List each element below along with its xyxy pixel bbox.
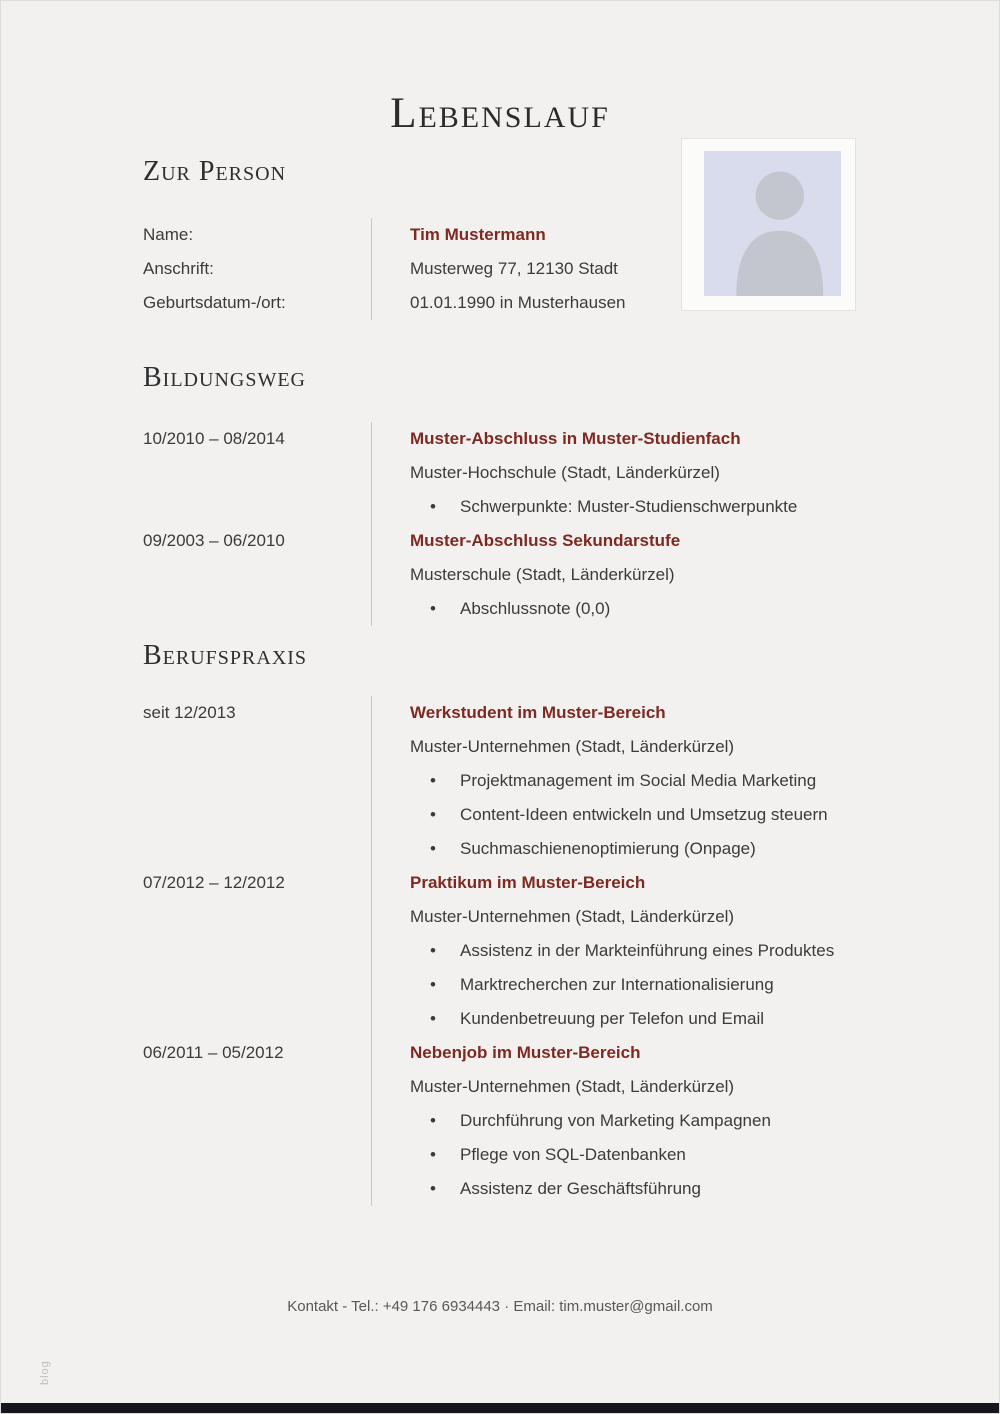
entry-bullet [410,798,869,832]
section-education [143,360,869,626]
person-silhouette-icon [704,151,841,296]
person-label-birth: Geburtsdatum-/ort: [143,293,286,313]
entry-content [371,1036,869,1206]
entry-title: Werkstudent im Muster-Bereich [410,703,666,723]
entry-bullet [410,490,869,524]
bullet-dot-icon: • [430,839,436,859]
person-value-birth: 01.01.1990 in Musterhausen [371,286,869,320]
entry-bullet [410,592,869,626]
person-value-address: Musterweg 77, 12130 Stadt [371,252,869,286]
entry-bullet-text: Kundenbetreuung per Telefon und Email [460,1009,765,1029]
experience-heading: Berufspraxis [143,640,308,672]
bullet-dot-icon: • [430,1111,436,1131]
bullet-dot-icon: • [430,941,436,961]
entry-bullet [410,1002,869,1036]
profile-photo-frame [681,138,856,311]
entry-title: Muster-Abschluss Sekundarstufe [410,531,681,551]
entry-bullet [410,1172,869,1206]
entry-subtitle: Muster-Hochschule (Stadt, Länderkürzel) [410,463,720,483]
entry-date: seit 12/2013 [143,703,236,723]
entry-subtitle: Muster-Unternehmen (Stadt, Länderkürzel) [410,737,735,757]
entry-bullet [410,934,869,968]
entry-bullet-text: Pflege von SQL-Datenbanken [460,1145,686,1165]
entry-content [371,422,869,524]
bullet-dot-icon: • [430,1179,436,1199]
document-title: Lebenslauf [390,90,610,137]
entry-subtitle: Muster-Unternehmen (Stadt, Länderkürzel) [410,1077,735,1097]
section-experience [143,638,869,1206]
entry-bullet-text: Durchführung von Marketing Kampagnen [460,1111,771,1131]
entry-content [371,696,869,866]
entry-date: 09/2003 – 06/2010 [143,531,285,551]
entry-bullet [410,764,869,798]
entry-date: 07/2012 – 12/2012 [143,873,285,893]
entry-bullet [410,1104,869,1138]
person-heading: Zur Person [143,156,287,188]
contact-footer: Kontakt - Tel.: +49 176 6934443 · Email: tim.muster@gmail.com [287,1298,713,1315]
entry-subtitle: Musterschule (Stadt, Länderkürzel) [410,565,675,585]
entry-subtitle: Muster-Unternehmen (Stadt, Länderkürzel) [410,907,735,927]
entry-date: 10/2010 – 08/2014 [143,429,285,449]
entry-content [371,866,869,1036]
entry-bullet [410,832,869,866]
bullet-dot-icon: • [430,975,436,995]
entry-bullet-text: Assistenz der Geschäftsführung [460,1179,701,1199]
person-value-name: Tim Mustermann [371,218,869,252]
entry-bullet-text: Schwerpunkte: Muster-Studienschwerpunkte [460,497,798,517]
bullet-dot-icon: • [430,599,436,619]
entry-bullet-text: Suchmaschienenoptimierung (Onpage) [460,839,756,859]
profile-photo-placeholder [704,151,841,296]
entry-bullet-text: Content-Ideen entwickeln und Umsetzug steuern [460,805,828,825]
bullet-dot-icon: • [430,771,436,791]
entry-title: Nebenjob im Muster-Bereich [410,1043,641,1063]
person-label-name: Name: [143,225,194,245]
bullet-dot-icon: • [430,497,436,517]
entry-title: Praktikum im Muster-Bereich [410,873,646,893]
education-grid [143,422,869,626]
bullet-dot-icon: • [430,1009,436,1029]
bottom-bar [1,1403,999,1413]
education-heading: Bildungsweg [143,362,306,394]
cv-content [1,154,999,1206]
experience-grid [143,696,869,1206]
watermark-text: blog [39,1360,51,1385]
entry-bullet [410,1138,869,1172]
entry-bullet-text: Assistenz in der Markteinführung eines Produktes [460,941,835,961]
bullet-dot-icon: • [430,1145,436,1165]
entry-content [371,524,869,626]
entry-bullet-text: Abschlussnote (0,0) [460,599,611,619]
bullet-dot-icon: • [430,805,436,825]
entry-bullet-text: Projektmanagement im Social Media Marketing [460,771,817,791]
person-label-address: Anschrift: [143,259,214,279]
entry-date: 06/2011 – 05/2012 [143,1043,284,1063]
entry-bullet-text: Marktrecherchen zur Internationalisierung [460,975,774,995]
entry-bullet [410,968,869,1002]
entry-title: Muster-Abschluss in Muster-Studienfach [410,429,741,449]
